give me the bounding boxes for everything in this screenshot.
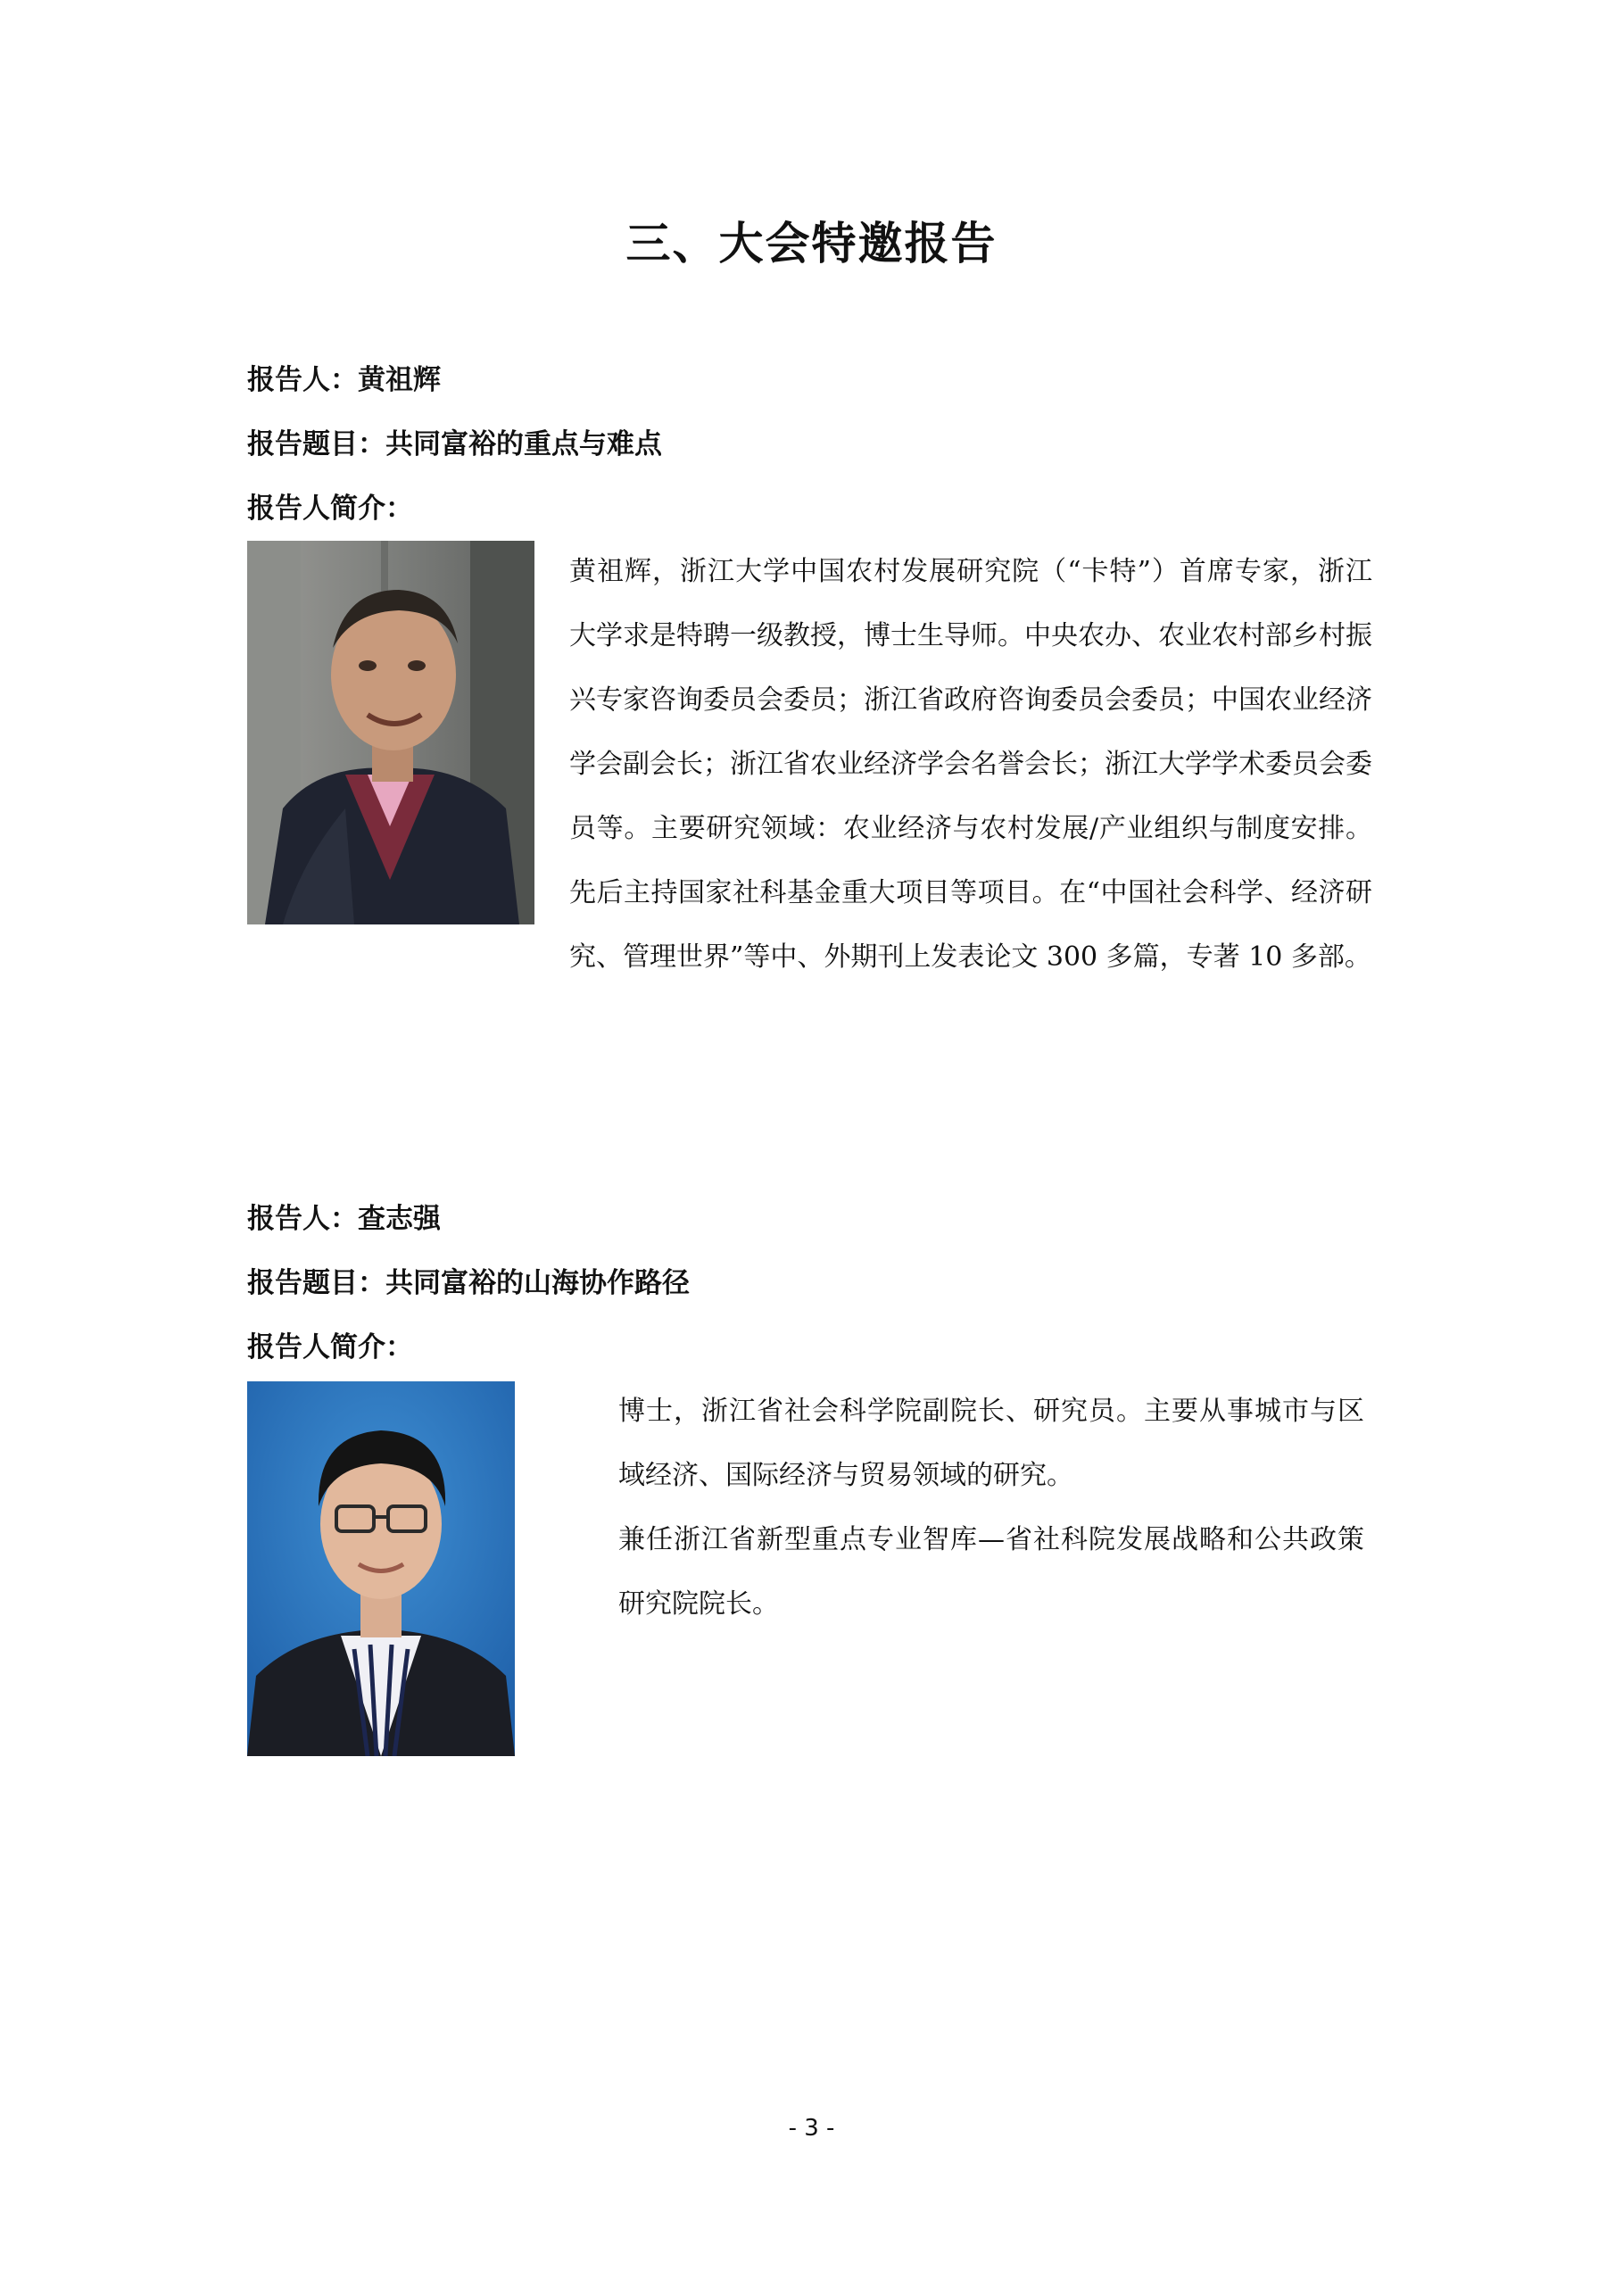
speaker-2-bio-heading: 报告人简介：	[247, 1331, 413, 1364]
speaker-1-name-line: 报告人：黄祖辉	[247, 364, 441, 396]
portrait-photo-icon	[247, 541, 534, 924]
speaker-2-name-line: 报告人：查志强	[247, 1203, 441, 1235]
speaker-1-bio-paragraph: 黄祖辉，浙江大学中国农村发展研究院（“卡特”）首席专家，浙江大学求是特聘一级教授，博士生导师。中央农办、农业农村部乡村振兴专家咨询委员会委员；浙江省政府咨询委员会委员；中国农业经济学会副会长；浙江省农业经济学会名誉会长；浙江大学学术委员会委员等。主要研究领域：农业经济与农村发展/产业组织与制度安排。先后主持国家社科基金重大项目等项目。在“中国社会科学、经济研究、管理世界”等中、外期刊上发表论文 300 多篇，专著 10 多部。	[569, 556, 1372, 973]
speaker-1-topic-line: 报告题目：共同富裕的重点与难点	[247, 428, 662, 460]
speaker-1-bio	[569, 540, 1372, 990]
page-title: 三、大会特邀报告	[625, 218, 998, 269]
speaker-1-bio-heading: 报告人简介：	[247, 493, 413, 525]
speaker-2-bio-paragraph-1: 博士，浙江省社会科学院副院长、研究员。主要从事城市与区域经济、国际经济与贸易领域的研究。	[618, 1396, 1364, 1491]
speaker-1-photo	[247, 541, 534, 924]
speaker-2-bio-paragraph-2: 兼任浙江省新型重点专业智库—省社科院发展战略和公共政策研究院院长。	[618, 1524, 1364, 1620]
portrait-photo-icon	[247, 1381, 515, 1756]
speaker-2-photo	[247, 1381, 515, 1756]
speaker-2-bio	[618, 1380, 1364, 1637]
speaker-2-topic-line: 报告题目：共同富裕的山海协作路径	[247, 1267, 690, 1299]
page-number: - 3 -	[788, 2115, 835, 2142]
